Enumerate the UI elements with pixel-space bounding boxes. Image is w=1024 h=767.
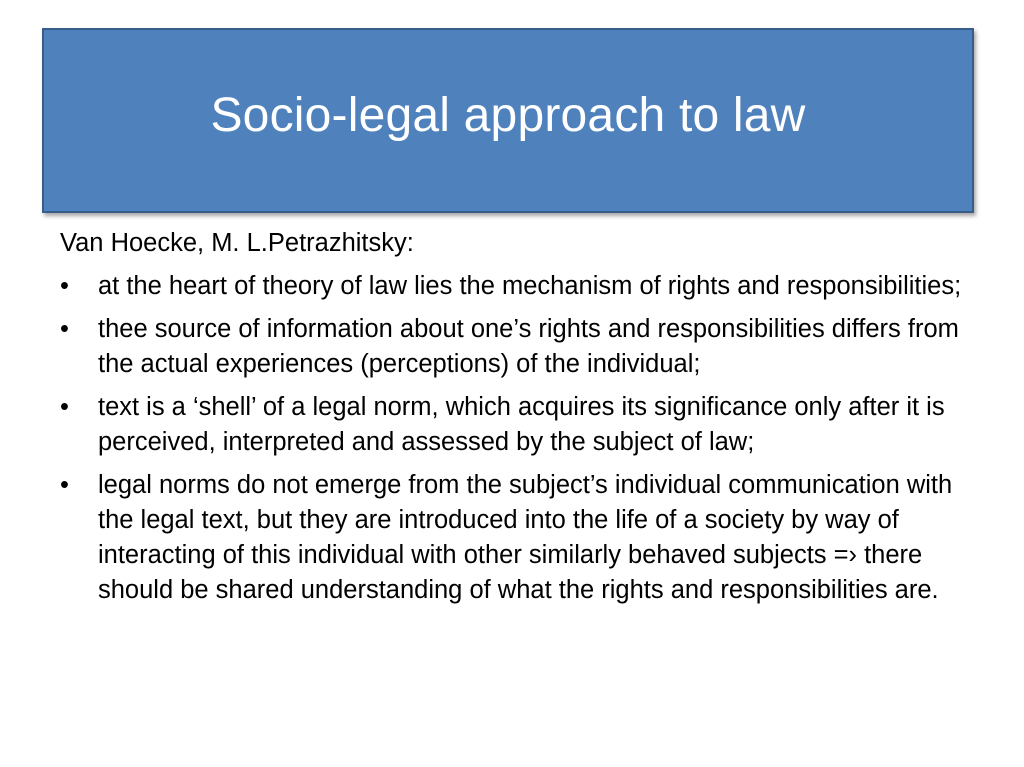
bullet-text: thee source of information about one’s rights and responsibilities differs from the actual experiences (perceptions) of the individual; (98, 315, 959, 378)
slide-title: Socio-legal approach to law (210, 89, 806, 142)
bullet-text: text is a ‘shell’ of a legal norm, which acquires its significance only after it is perceived, interpreted and assessed by the subject of law; (98, 393, 945, 456)
bullet-icon: • (60, 272, 69, 300)
bullet-item (60, 269, 980, 304)
bullet-item (60, 468, 980, 608)
bullet-icon: • (60, 471, 69, 499)
bullet-item (60, 390, 980, 460)
bullet-list (60, 269, 980, 608)
title-banner (42, 28, 974, 213)
bullet-icon: • (60, 315, 69, 343)
bullet-icon: • (60, 393, 69, 421)
bullet-text: legal norms do not emerge from the subject’s individual communication with the legal text, but they are introduced into the life of a society by way of interacting of this individual with other similarly behaved subjects =› there should be shared understanding of what the rights and responsibilities are. (98, 471, 953, 604)
intro-line: Van Hoecke, M. L.Petrazhitsky: (60, 229, 414, 257)
bullet-item (60, 312, 980, 382)
slide-body (60, 226, 980, 616)
bullet-text: at the heart of theory of law lies the mechanism of rights and responsibilities; (98, 272, 962, 300)
